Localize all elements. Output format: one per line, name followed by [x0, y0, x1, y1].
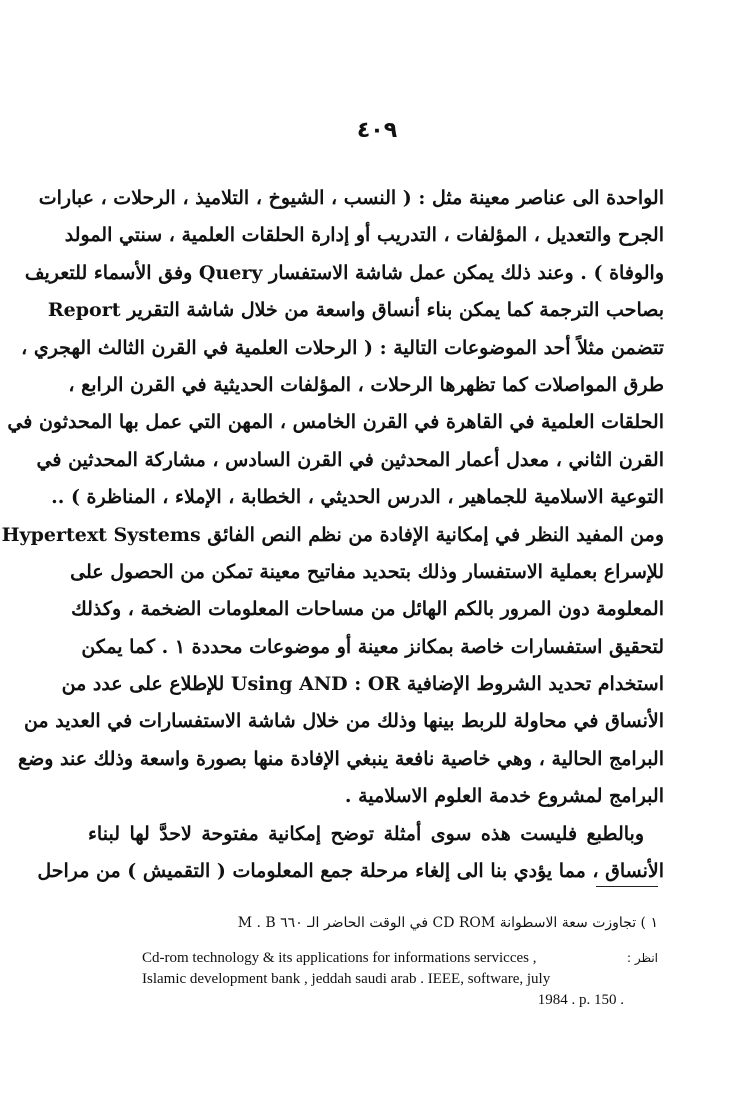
body-text — [1, 180, 664, 890]
text-line: ومن المفيد النظر في إمكانية الإفادة من نظم النص الفائق Hypertext Systems — [1, 523, 664, 546]
footnote: ١ ) تجاوزت سعة الاسطوانة CD ROM في الوقت الحاضر الـ ٦٦٠ M . B — [237, 915, 658, 931]
reference-text: Cd-rom technology & its applications for informations servicces , — [142, 950, 537, 966]
reference-block — [130, 948, 658, 1011]
text-line: للإسراع بعملية الاستفسار وذلك بتحديد مفاتيح معينة تمكن من الحصول على — [70, 560, 664, 583]
text-line: التوعية الاسلامية للجماهير ، الدرس الحديثي ، الخطابة ، الإملاء ، المناظرة ) .. — [51, 486, 664, 509]
text-line: بصاحب الترجمة كما يمكن بناء أنساق واسعة من خلال شاشة التقرير Report — [47, 299, 664, 322]
text-line: طرق المواصلات كما تظهرها الرحلات ، المؤلفات الحديثية في القرن الرابع ، — [68, 373, 664, 396]
reference-label: انظر : — [627, 951, 658, 965]
text-line: البرامج لمشروع خدمة العلوم الاسلامية . — [344, 785, 664, 808]
text-line: الجرح والتعديل ، المؤلفات ، التدريب أو إدارة الحلقات العلمية ، سنتي المولد — [64, 224, 664, 247]
text-line: لتحقيق استفسارات خاصة بمكانز معينة أو موضوعات محددة ١ . كما يمكن — [81, 635, 664, 658]
text-line: المعلومة دون المرور بالكم الهائل من مساحات المعلومات الضخمة ، وكذلك — [71, 598, 664, 621]
text-line: وبالطبع فليست هذه سوى أمثلة توضح إمكانية مفتوحة لاحدَّ لها لبناء — [88, 822, 644, 845]
footnote-divider — [596, 886, 658, 887]
text-line: البرامج الحالية ، وهي خاصية نافعة ينبغي الإفادة منها بصورة واسعة وذلك عند وضع — [17, 747, 664, 770]
text-line: تتضمن مثلاً أحد الموضوعات التالية : ( الرحلات العلمية في القرن الثالث الهجري ، — [21, 336, 664, 359]
text-line: والوفاة ) . وعند ذلك يمكن عمل شاشة الاستفسار Query وفق الأسماء للتعريف — [24, 261, 664, 284]
page-number: ٤٠٩ — [356, 118, 398, 143]
text-line: الأنساق في محاولة للربط بينها وذلك من خلال شاشة الاستفسارات في العديد من — [23, 710, 664, 733]
text-line: استخدام تحديد الشروط الإضافية Using AND : OR للإطلاع على عدد من — [61, 673, 664, 696]
text-line: الواحدة الى عناصر معينة مثل : ( النسب ، الشيوخ ، التلاميذ ، الرحلات ، عبارات — [38, 187, 664, 209]
text-line: الحلقات العلمية في القاهرة في القرن الخامس ، المهن التي عمل بها المحدثون في — [7, 411, 664, 434]
reference-line-1 — [130, 948, 658, 969]
reference-line-2: Islamic development bank , jeddah saudi arab . IEEE, software, july — [142, 971, 551, 987]
text-line: القرن الثاني ، معدل أعمار المحدثين في القرن السادس ، مشاركة المحدثين في — [36, 448, 664, 471]
text-line: الأنساق ، مما يؤدي بنا الى إلغاء مرحلة جمع المعلومات ( التقميش ) من مراحل — [37, 860, 664, 883]
reference-line-3: 1984 . p. 150 . — [537, 992, 624, 1008]
